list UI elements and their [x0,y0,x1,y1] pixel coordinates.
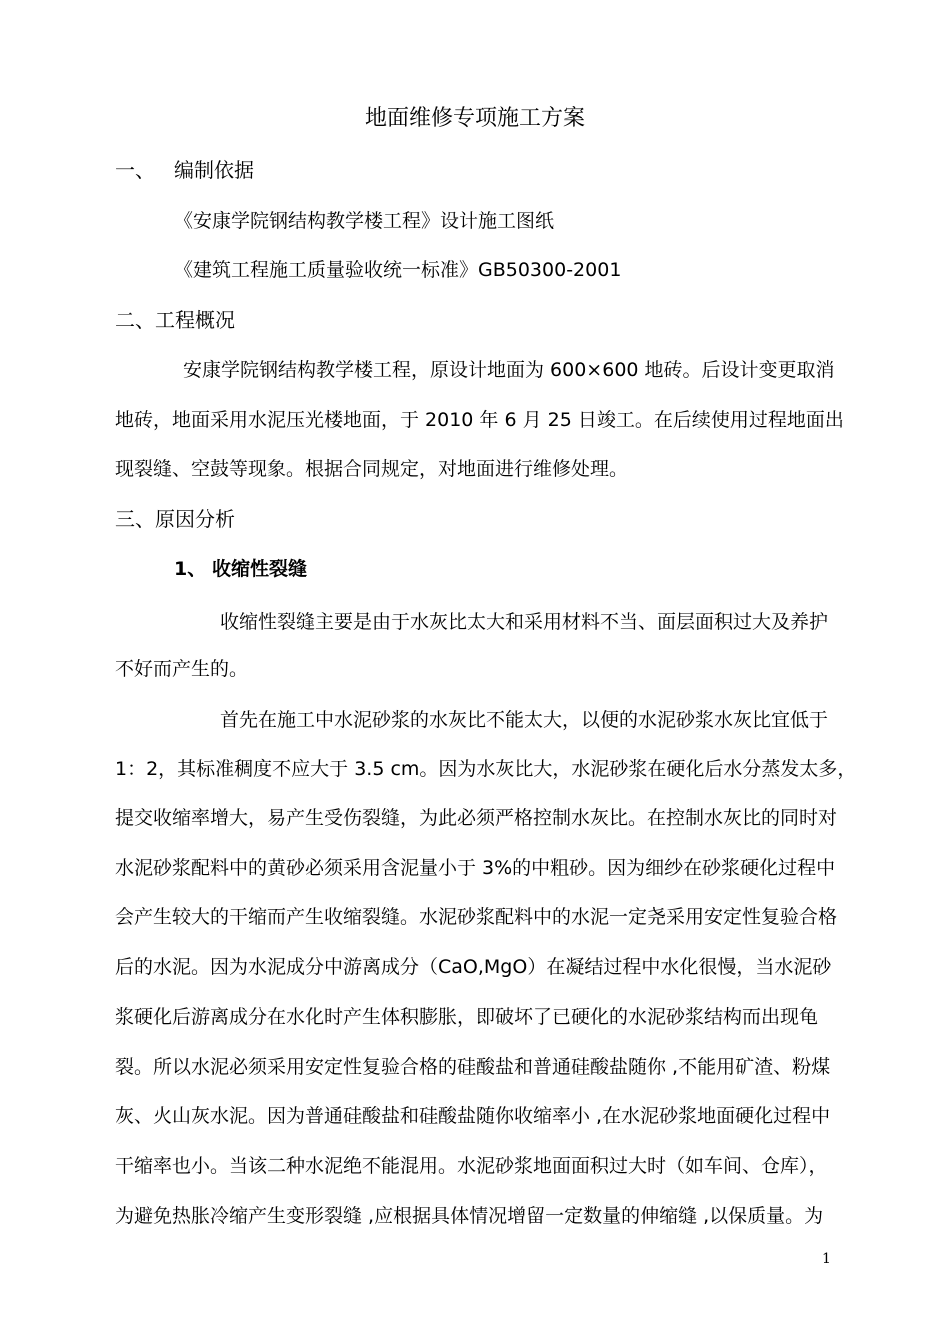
paragraph-line: 现裂缝、空鼓等现象。根据合同规定，对地面进行维修处理。 [115,458,629,480]
paragraph-line: 会产生较大的干缩而产生收缩裂缝。水泥砂浆配料中的水泥一定尧采用安定性复验合格 [115,906,838,928]
paragraph-line: 浆硬化后游离成分在水化时产生体积膨胀，即破坏了已硬化的水泥砂浆结构而出现龟 [115,1006,819,1028]
paragraph-line: 安康学院钢结构教学楼工程，原设计地面为 600×600 地砖。后设计变更取消 [183,359,835,381]
paragraph-line: 提交收缩率增大，易产生受伤裂缝，为此必须严格控制水灰比。在控制水灰比的同时对 [115,807,838,829]
section-1-heading: 编制依据 [174,158,254,182]
paragraph-line: 首先在施工中水泥砂浆的水灰比不能太大，以便的水泥砂浆水灰比宜低于 [220,709,829,731]
section-1-number: 一、 [115,158,155,182]
reference-line: 《建筑工程施工质量验收统一标准》GB50300-2001 [174,259,622,281]
section-3-heading: 三、原因分析 [115,507,235,531]
paragraph-line: 1：2，其标准稠度不应大于 3.5 cm。因为水灰比大，水泥砂浆在硬化后水分蒸发太多， [115,758,857,780]
page-number: 1 [822,1251,831,1267]
subsection-number: 1、 [174,558,207,580]
paragraph-line: 不好而产生的。 [115,658,249,680]
paragraph-line: 裂。所以水泥必须采用安定性复验合格的硅酸盐和普通硅酸盐随你 ,不能用矿渣、粉煤 [115,1056,831,1078]
paragraph-line: 为避免热胀冷缩产生变形裂缝 ,应根据具体情况增留一定数量的伸缩缝 ,以保质量。为 [115,1205,824,1227]
paragraph-line: 干缩率也小。当该二种水泥绝不能混用。水泥砂浆地面面积过大时（如车间、仓库）， [115,1155,828,1177]
paragraph-line: 后的水泥。因为水泥成分中游离成分（CaO,MgO）在凝结过程中水化很慢，当水泥砂 [115,956,832,978]
section-2-heading: 二、工程概况 [115,308,235,332]
subsection-heading: 收缩性裂缝 [212,558,308,580]
document-title: 地面维修专项施工方案 [364,106,585,131]
paragraph-line: 水泥砂浆配料中的黄砂必须采用含泥量小于 3%的中粗砂。因为细纱在砂浆硬化过程中 [115,857,836,879]
paragraph-line: 地砖，地面采用水泥压光楼地面，于 2010 年 6 月 25 日竣工。在后续使用过程地面出 [115,409,844,431]
reference-line: 《安康学院钢结构教学楼工程》设计施工图纸 [174,210,555,232]
paragraph-line: 灰、火山灰水泥。因为普通硅酸盐和硅酸盐随你收缩率小 ,在水泥砂浆地面硬化过程中 [115,1105,831,1127]
paragraph-line: 收缩性裂缝主要是由于水灰比太大和采用材料不当、面层面积过大及养护 [220,611,829,633]
